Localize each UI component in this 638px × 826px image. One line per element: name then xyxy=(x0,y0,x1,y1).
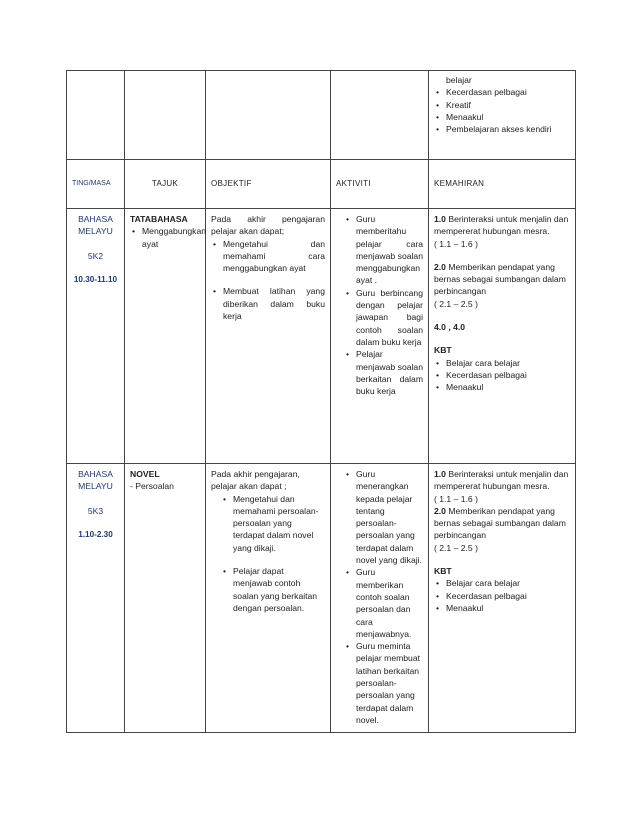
list-item: • Membuat latihan yang diberikan dalam buku kerja xyxy=(223,285,325,322)
subject-label: BAHASA MELAYU xyxy=(78,214,113,237)
objektif-intro: Pada akhir pengajaran pelajar akan dapat; xyxy=(211,214,325,237)
class-label: 5K3 xyxy=(87,505,104,516)
list-item: • Kecerdasan pelbagai xyxy=(446,590,570,602)
kemahiran-continued-cell xyxy=(429,71,576,160)
subject-label: BAHASA MELAYU xyxy=(78,469,113,492)
ting-cell xyxy=(67,209,125,464)
tajuk-cell xyxy=(125,464,206,733)
lesson-row-1 xyxy=(67,209,576,464)
list-item: • Mengetahui dan memahami cara menggabungkan ayat xyxy=(223,238,325,275)
list-item: • Mengetahui dan memahami persoalan-persoalan yang terdapat dalam novel yang dikaji. xyxy=(233,493,325,554)
list-item: belajar xyxy=(446,75,472,85)
tajuk-title: NOVEL xyxy=(130,469,160,479)
header-kemahiran: KEMAHIRAN xyxy=(429,160,576,209)
skill-number: 1.0 xyxy=(434,469,446,479)
skill-text: Berinteraksi untuk menjalin dan mempererat hubungan mesra. xyxy=(434,214,569,237)
header-tajuk: TAJUK xyxy=(125,160,206,209)
objektif-cell xyxy=(206,209,331,464)
header-ting: TING/MASA xyxy=(67,160,125,209)
list-item: • Guru menerangkan kepada pelajar tentang persoalan-persoalan yang terdapat dalam novel yang dikaji. xyxy=(356,468,423,566)
objektif-cell xyxy=(206,464,331,733)
lesson-plan-table xyxy=(66,70,576,733)
header-row xyxy=(67,160,576,209)
skill-number: 2.0 xyxy=(434,261,446,272)
list-item: • Guru memberitahu pelajar cara menjawab soalan menggabungkan ayat . xyxy=(356,213,423,287)
list-item: • Guru berbincang dengan pelajar jawapan bagi contoh soalan dalam buku kerja xyxy=(356,287,423,348)
kbt-label: KBT xyxy=(434,345,452,356)
skill-range: ( 1.1 – 1.6 ) xyxy=(434,493,478,504)
empty-cell xyxy=(125,71,206,160)
list-item: • Pelajar dapat menjawab contoh soalan yang berkaitan dengan persoalan. xyxy=(233,565,325,614)
skill-range: ( 2.1 – 2.5 ) xyxy=(434,298,478,309)
empty-cell xyxy=(331,71,429,160)
header-objektif: OBJEKTIF xyxy=(206,160,331,209)
list-item: • Kreatif xyxy=(446,99,570,111)
objektif-intro: Pada akhir pengajaran, pelajar akan dapat ; xyxy=(211,469,300,492)
list-item: • Guru memberikan contoh soalan persoalan dan cara menjawabnya. xyxy=(356,566,423,640)
skill-number: 1.0 xyxy=(434,214,446,224)
class-label: 5K2 xyxy=(87,250,104,261)
ting-cell xyxy=(67,464,125,733)
kemahiran-cell xyxy=(429,209,576,464)
kemahiran-cell xyxy=(429,464,576,733)
skill-text: Memberikan pendapat yang bernas sebagai sumbangan dalam perbincangan xyxy=(434,505,566,541)
list-item: • Menaakul xyxy=(446,111,570,123)
skill-number: 2.0 xyxy=(434,505,446,516)
kemahiran-list xyxy=(434,86,570,135)
tajuk-cell xyxy=(125,209,206,464)
empty-cell xyxy=(67,71,125,160)
time-label: 1.10-2.30 xyxy=(78,529,113,539)
skill-range: ( 2.1 – 2.5 ) xyxy=(434,542,478,553)
aktiviti-cell xyxy=(331,209,429,464)
list-item: • Guru meminta pelajar membuat latihan berkaitan persoalan-persoalan yang terdapat dalam novel. xyxy=(356,640,423,726)
lesson-row-2 xyxy=(67,464,576,733)
skill-text: Berinteraksi untuk menjalin dan mempererat hubungan mesra. xyxy=(434,469,569,492)
header-aktiviti: AKTIVITI xyxy=(331,160,429,209)
kbt-label: KBT xyxy=(434,566,452,577)
skill-number: 4.0 , 4.0 xyxy=(434,322,466,333)
list-item: • Belajar cara belajar xyxy=(446,357,570,369)
list-item: • Belajar cara belajar xyxy=(446,577,570,589)
list-item: • Menggabungkan ayat xyxy=(142,225,200,250)
skill-text: Memberikan pendapat yang bernas sebagai sumbangan dalam perbincangan xyxy=(434,261,566,297)
empty-cell xyxy=(206,71,331,160)
list-item: • Menaakul xyxy=(446,602,570,614)
aktiviti-cell xyxy=(331,464,429,733)
tajuk-title: TATABAHASA xyxy=(130,214,188,224)
time-label: 10.30-11.10 xyxy=(73,274,118,284)
list-item: • Kecerdasan pelbagai xyxy=(446,86,570,98)
skill-range: ( 1.1 – 1.6 ) xyxy=(434,238,478,249)
list-item: • Kecerdasan pelbagai xyxy=(446,369,570,381)
tajuk-item: - Persoalan xyxy=(130,481,174,492)
list-item: • Pembelajaran akses kendiri xyxy=(446,123,570,135)
continuation-row xyxy=(67,71,576,160)
list-item: • Menaakul xyxy=(446,381,570,393)
list-item: • Pelajar menjawab soalan berkaitan dalam buku kerja xyxy=(356,348,423,397)
